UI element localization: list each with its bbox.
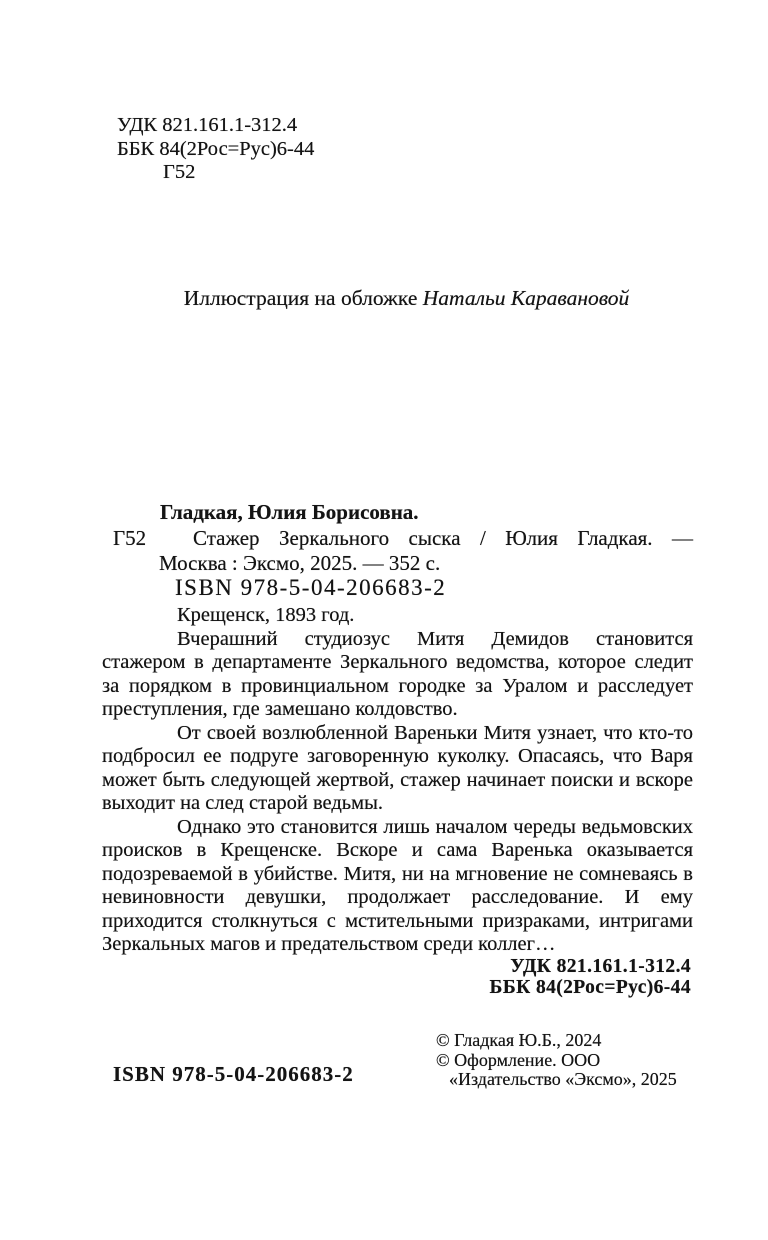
annotation-paragraph: Однако это становится лишь началом череды ведьмовских происков в Крещенске. Вскоре и сама Варенька оказывается подозреваемой в убийстве. Митя, ни на мгновение не сомневаясь в невиновности девушки, продолжает расследование. И ему приходится столкнуться с мстительными призраками, интригами Зеркальных магов и предательством среди коллег… bbox=[102, 815, 693, 955]
catalog-isbn: ISBN 978-5-04-206683-2 bbox=[175, 575, 447, 600]
catalog-title-line: Стажер Зеркального сыска / Юлия Гладкая. — bbox=[193, 526, 693, 550]
bbk-code-bottom: ББК 84(2Рос=Рус)6-44 bbox=[489, 976, 691, 998]
bottom-codes-block bbox=[490, 957, 691, 998]
catalog-author-heading: Гладкая, Юлия Борисовна. bbox=[160, 500, 419, 524]
top-codes-block bbox=[117, 114, 314, 185]
catalog-imprint-line: Москва : Эксмо, 2025. — 352 с. bbox=[159, 551, 441, 575]
annotation-block bbox=[102, 604, 693, 957]
annotation-setting-line: Крещенск, 1893 год. bbox=[177, 604, 355, 626]
bottom-isbn: ISBN 978-5-04-206683-2 bbox=[113, 1062, 354, 1086]
copyright-design-line: © Оформление. ООО bbox=[436, 1049, 601, 1070]
annotation-paragraph: От своей возлюбленной Вареньки Митя узнает, что кто-то подбросил ее подруге заговоренную куколку. Опасаясь, что Варя может быть следующей жертвой, стажер начинает поиски и вскоре выходит на след старой ведьмы. bbox=[102, 721, 693, 814]
catalog-author-sign: Г52 bbox=[113, 526, 147, 550]
annotation-paragraph: Вчерашний студиозус Митя Демидов становится стажером в департаменте Зеркального ведомства, которое следит за порядком в провинциальном городке за Уралом и расследует преступления, где замешано колдовство. bbox=[102, 627, 693, 720]
credit-artist-name: Натальи Каравановой bbox=[422, 286, 630, 310]
credit-text: Иллюстрация на обложке bbox=[183, 286, 423, 310]
udk-code: УДК 821.161.1-312.4 bbox=[117, 114, 298, 136]
copyright-block bbox=[436, 1031, 677, 1090]
copyright-author-line: © Гладкая Ю.Б., 2024 bbox=[436, 1030, 602, 1050]
cover-illustration-credit bbox=[102, 286, 693, 311]
bbk-code: ББК 84(2Рос=Рус)6-44 bbox=[117, 137, 315, 160]
author-sign: Г52 bbox=[163, 161, 196, 183]
copyright-publisher-line: «Издательство «Эксмо», 2025 bbox=[449, 1069, 677, 1089]
udk-code-bottom: УДК 821.161.1-312.4 bbox=[510, 956, 691, 977]
